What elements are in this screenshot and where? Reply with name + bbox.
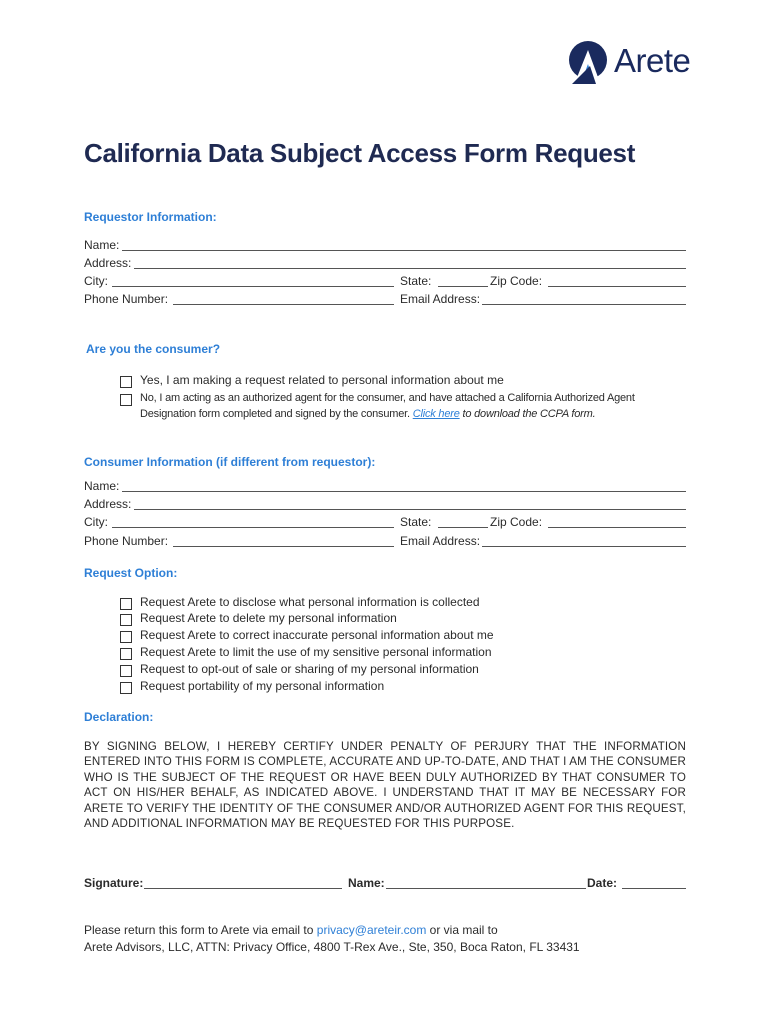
requestor-name-row: [84, 238, 686, 254]
consumer-phone-field[interactable]: [173, 546, 394, 547]
date-label: Date:: [587, 876, 618, 890]
request-option-label: Request portability of my personal information: [140, 679, 385, 693]
signature-field[interactable]: [144, 888, 342, 889]
requestor-name-field[interactable]: [122, 250, 686, 251]
requestor-email-field[interactable]: [482, 304, 686, 305]
return-text: Please return this form to Arete via email to: [84, 923, 317, 937]
request-disclose-checkbox[interactable]: [120, 598, 132, 610]
date-field[interactable]: [622, 888, 686, 889]
request-option-label: Request to opt-out of sale or sharing of my personal information: [140, 662, 479, 676]
consumer-no-text: Designation form completed and signed by the consumer.: [140, 408, 413, 420]
email-label: Email Address:: [400, 534, 481, 548]
state-label: State:: [400, 515, 432, 529]
signature-name-field[interactable]: [386, 888, 586, 889]
request-option-label: Request Arete to delete my personal information: [140, 611, 397, 625]
privacy-email-link[interactable]: privacy@areteir.com: [316, 923, 427, 937]
mailing-address: Arete Advisors, LLC, ATTN: Privacy Office, 4800 T-Rex Ave., Ste, 350, Boca Raton, FL 33431: [84, 940, 580, 954]
address-label: Address:: [84, 256, 132, 270]
request-option-heading: Request Option:: [84, 566, 178, 580]
return-text-tail: or via mail to: [426, 923, 498, 937]
request-opt-out-checkbox[interactable]: [120, 665, 132, 677]
phone-label: Phone Number:: [84, 534, 169, 548]
consumer-name-row: [84, 479, 686, 495]
requestor-state-field[interactable]: [438, 286, 488, 287]
address-label: Address:: [84, 497, 132, 511]
signature-row: [84, 876, 686, 892]
declaration-text: BY SIGNING BELOW, I HEREBY CERTIFY UNDER PENALTY OF PERJURY THAT THE INFORMATION ENTERED INTO THIS FORM IS COMPLETE, ACCURATE AND UP-TO-DATE, AND THAT I AM THE CONSUMER WHO IS THE SUBJECT OF THE REQUEST OR HAVE BEEN DULY AUTHORIZED BY THAT CONSUMER TO ACT ON HIS/HER BEHALF, AS INDICATED ABOVE. I UNDERSTAND THAT IT MAY BE NECESSARY FOR ARETE TO VERIFY THE IDENTITY OF THE CONSUMER AND/OR AUTHORIZED AGENT FOR THIS REQUEST, AND ADDITIONAL INFORMATION MAY BE REQUESTED FOR THIS PURPOSE.: [84, 740, 686, 831]
request-option-label: Request Arete to disclose what personal information is collected: [140, 595, 480, 609]
consumer-no-text-tail: to download the CCPA form.: [459, 408, 596, 420]
consumer-no-label-continued: [140, 408, 595, 420]
signature-name-label: Name:: [348, 876, 385, 890]
signature-label: Signature:: [84, 876, 144, 890]
requestor-city-row: [84, 274, 686, 290]
consumer-city-field[interactable]: [112, 527, 394, 528]
logo-wordmark: Arete: [614, 42, 691, 79]
state-label: State:: [400, 274, 432, 288]
zip-label: Zip Code:: [490, 274, 543, 288]
arete-logo: [566, 36, 716, 92]
name-label: Name:: [84, 479, 120, 493]
consumer-question-heading: Are you the consumer?: [86, 342, 221, 356]
email-label: Email Address:: [400, 292, 481, 306]
request-limit-checkbox[interactable]: [120, 648, 132, 660]
consumer-address-row: [84, 497, 686, 513]
consumer-phone-row: [84, 534, 686, 550]
zip-label: Zip Code:: [490, 515, 543, 529]
requestor-address-field[interactable]: [134, 268, 686, 269]
consumer-city-row: [84, 515, 686, 531]
consumer-name-field[interactable]: [122, 491, 686, 492]
ccpa-form-link[interactable]: Click here: [412, 408, 460, 420]
requestor-phone-row: [84, 292, 686, 308]
requestor-city-field[interactable]: [112, 286, 394, 287]
request-delete-checkbox[interactable]: [120, 614, 132, 626]
arete-logo-icon: [566, 36, 614, 88]
request-portability-checkbox[interactable]: [120, 682, 132, 694]
consumer-yes-label: Yes, I am making a request related to personal information about me: [140, 373, 504, 387]
consumer-state-field[interactable]: [438, 527, 488, 528]
requestor-zip-field[interactable]: [548, 286, 686, 287]
request-correct-checkbox[interactable]: [120, 631, 132, 643]
request-option-label: Request Arete to limit the use of my sensitive personal information: [140, 645, 492, 659]
consumer-info-heading: Consumer Information (if different from requestor):: [84, 455, 376, 469]
page-title: California Data Subject Access Form Request: [84, 138, 636, 168]
phone-label: Phone Number:: [84, 292, 169, 306]
consumer-email-field[interactable]: [482, 546, 686, 547]
consumer-zip-field[interactable]: [548, 527, 686, 528]
city-label: City:: [84, 274, 108, 288]
city-label: City:: [84, 515, 108, 529]
return-instructions: [84, 922, 580, 956]
consumer-no-checkbox[interactable]: [120, 394, 132, 406]
declaration-heading: Declaration:: [84, 710, 154, 724]
consumer-no-label: No, I am acting as an authorized agent for the consumer, and have attached a California Authorized Agent: [140, 392, 635, 404]
requestor-address-row: [84, 256, 686, 272]
requestor-heading: Requestor Information:: [84, 210, 217, 224]
requestor-phone-field[interactable]: [173, 304, 394, 305]
consumer-address-field[interactable]: [134, 509, 686, 510]
consumer-yes-checkbox[interactable]: [120, 376, 132, 388]
request-option-label: Request Arete to correct inaccurate personal information about me: [140, 628, 494, 642]
return-line-1: [84, 922, 580, 939]
name-label: Name:: [84, 238, 120, 252]
